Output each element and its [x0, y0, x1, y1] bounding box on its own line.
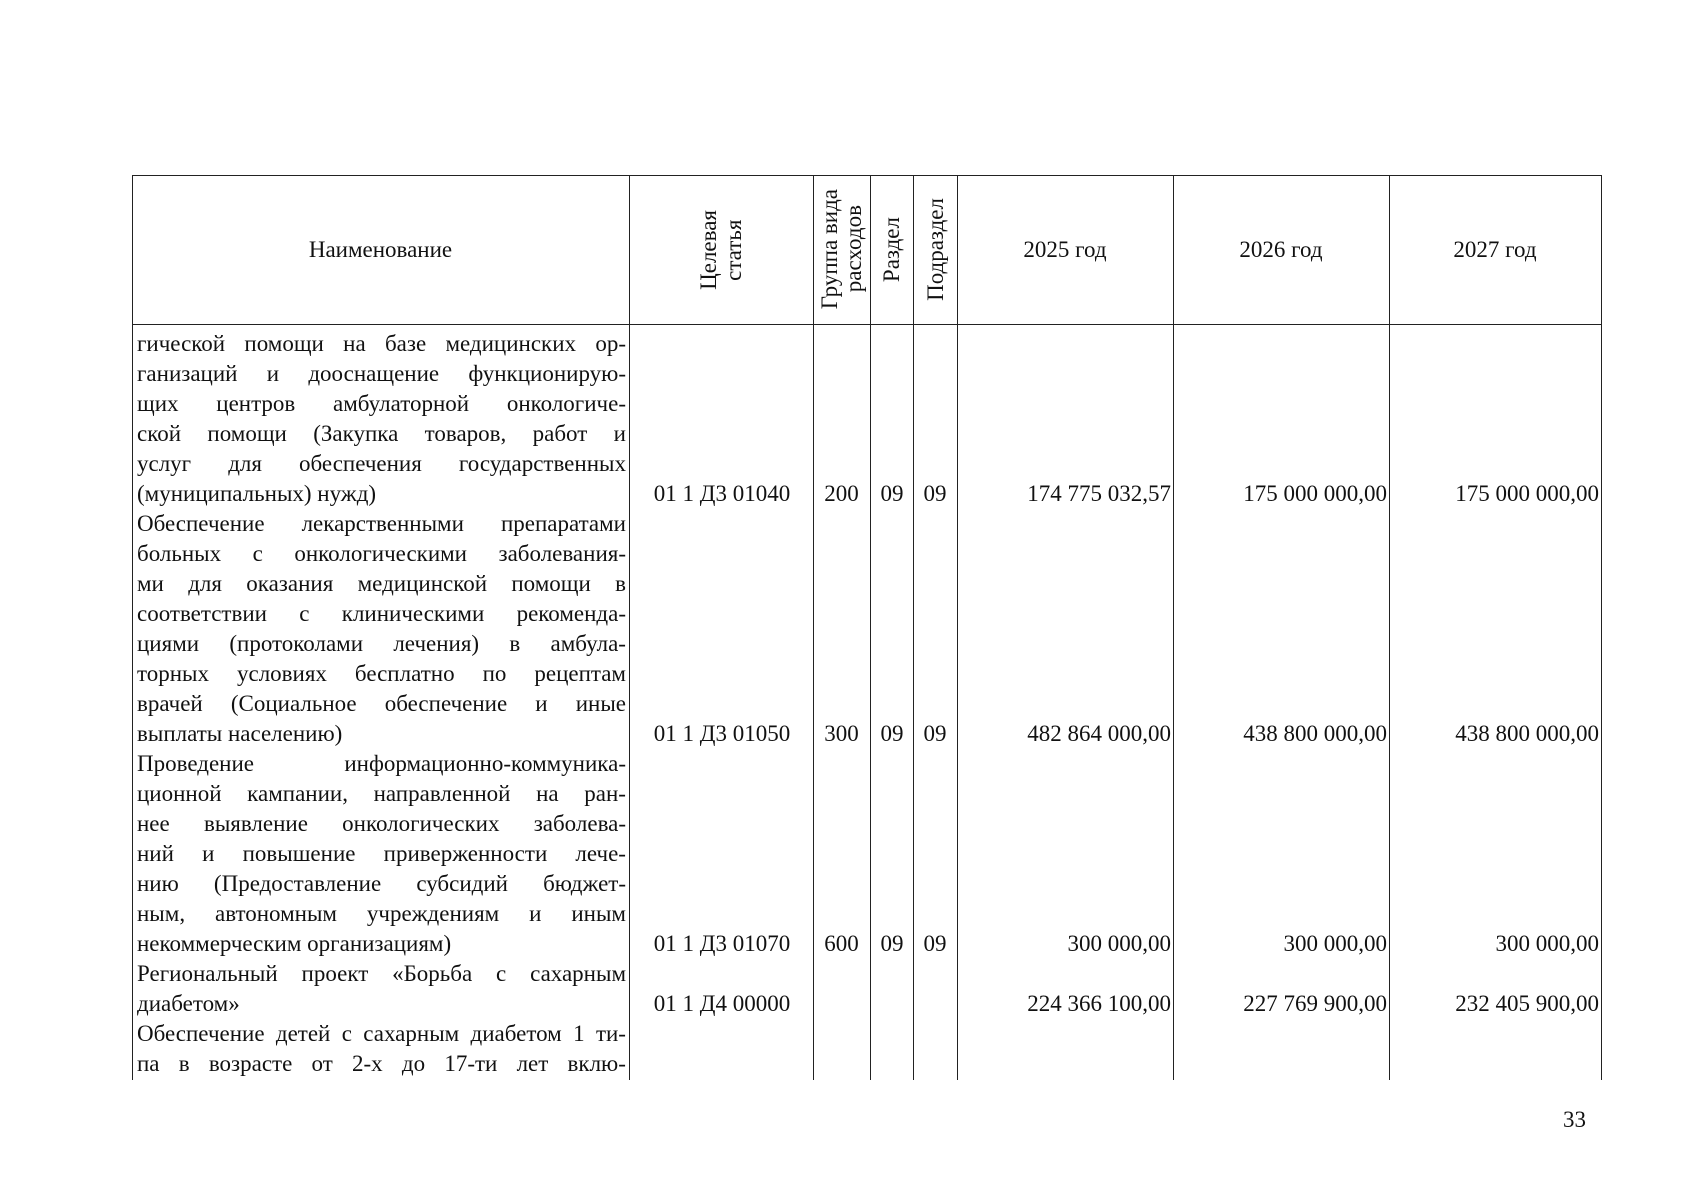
header-expense-group-line1: Группа вида: [816, 189, 842, 310]
target-item-cell: 01 1 Д3 01070: [653, 931, 791, 956]
header-bottom-border: [132, 324, 1602, 325]
amount-2026-cell: 300 000,00: [1283, 931, 1387, 956]
header-section: [870, 175, 913, 324]
row-name-line: торных условиях бесплатно по рецептам: [137, 661, 626, 686]
amount-2026-cell: 227 769 900,00: [1243, 991, 1387, 1016]
expense-group-cell: 600: [824, 931, 859, 956]
amount-2025-cell: 482 864 000,00: [1027, 721, 1171, 746]
expense-group-cell: 300: [824, 721, 859, 746]
row-name-line: услуг для обеспечения государственных: [137, 451, 626, 476]
row-name-line: ционной кампании, направленной на ран-: [137, 781, 626, 806]
row-name-line: Обеспечение детей с сахарным диабетом 1 ти-: [137, 1021, 626, 1046]
row-name-line: врачей (Социальное обеспечение и иные: [137, 691, 626, 716]
row-name-line: (муниципальных) нужд): [137, 481, 377, 506]
header-name-label: Наименование: [308, 237, 453, 262]
row-name: [137, 1019, 626, 1079]
row-name-line: Региональный проект «Борьба с сахарным: [137, 961, 626, 986]
header-target-item-line1: Целевая: [696, 209, 721, 290]
budget-table: [132, 175, 1602, 1080]
amount-2025-cell: 300 000,00: [1067, 931, 1171, 956]
amount-2025-cell: 224 366 100,00: [1027, 991, 1171, 1016]
row-name-line: нее выявление онкологических заболева-: [137, 811, 626, 836]
header-subsection-label: Подраздел: [922, 198, 948, 301]
target-item-cell: 01 1 Д3 01050: [653, 721, 791, 746]
row-name: [137, 749, 626, 959]
header-2025: [957, 175, 1173, 324]
row-name: [137, 959, 626, 1019]
header-2027-label: 2027 год: [1453, 237, 1537, 262]
row-name-line: гической помощи на базе медицинских ор-: [137, 331, 626, 356]
amount-2027-cell: 300 000,00: [1495, 931, 1599, 956]
header-section-label: Раздел: [879, 216, 904, 283]
subsection-cell: 09: [923, 931, 947, 956]
amount-2027-cell: 438 800 000,00: [1455, 721, 1599, 746]
row-name-line: некоммерческим организациям): [137, 931, 452, 956]
row-name-line: нию (Предоставление субсидий бюджет-: [137, 871, 626, 896]
header-subsection: [913, 175, 957, 324]
header-2026-label: 2026 год: [1239, 237, 1323, 262]
row-name-line: ным, автономным учреждениям и иным: [137, 901, 626, 926]
row-name: [137, 509, 626, 749]
row-name-line: ской помощи (Закупка товаров, работ и: [137, 421, 626, 446]
subsection-cell: 09: [923, 481, 947, 506]
row-name-line: па в возрасте от 2-х до 17-ти лет вклю-: [137, 1051, 626, 1076]
header-expense-group-label: [818, 189, 866, 309]
subsection-cell: 09: [923, 721, 947, 746]
expense-group-cell: 200: [824, 481, 859, 506]
header-target-item-line2: статья: [721, 218, 746, 281]
col-border: [1601, 175, 1602, 1080]
row-name-line: Проведение информационно-коммуника-: [137, 751, 626, 776]
amount-2027-cell: 232 405 900,00: [1455, 991, 1599, 1016]
header-expense-group: [813, 175, 870, 324]
row-name-line: ганизаций и дооснащение функционирую-: [137, 361, 626, 386]
row-name-line: соответствии с клиническими рекоменда-: [137, 601, 626, 626]
section-cell: 09: [880, 721, 904, 746]
target-item-cell: 01 1 Д3 01040: [653, 481, 791, 506]
row-name-line: выплаты населению): [137, 721, 343, 746]
row-name-line: больных с онкологическими заболевания-: [137, 541, 626, 566]
header-2027: [1389, 175, 1601, 324]
header-2026: [1173, 175, 1389, 324]
row-name: [137, 329, 626, 509]
header-target-item-label: [696, 210, 746, 290]
row-name-line: диабетом»: [137, 991, 240, 1016]
amount-2026-cell: 438 800 000,00: [1243, 721, 1387, 746]
page-number: 33: [1563, 1107, 1586, 1132]
header-name: [132, 175, 629, 324]
section-cell: 09: [880, 931, 904, 956]
amount-2027-cell: 175 000 000,00: [1455, 481, 1599, 506]
amount-2025-cell: 174 775 032,57: [1027, 481, 1171, 506]
section-cell: 09: [880, 481, 904, 506]
target-item-cell: 01 1 Д4 00000: [653, 991, 791, 1016]
amount-2026-cell: 175 000 000,00: [1243, 481, 1387, 506]
row-name-line: ний и повышение приверженности лече-: [137, 841, 626, 866]
header-expense-group-line2: расходов: [840, 205, 866, 294]
row-name-line: циями (протоколами лечения) в амбула-: [137, 631, 626, 656]
row-name-line: ми для оказания медицинской помощи в: [137, 571, 626, 596]
header-2025-label: 2025 год: [1023, 237, 1107, 262]
header-target-item: [629, 175, 813, 324]
row-name-line: щих центров амбулаторной онкологиче-: [137, 391, 626, 416]
row-name-line: Обеспечение лекарственными препаратами: [137, 511, 626, 536]
